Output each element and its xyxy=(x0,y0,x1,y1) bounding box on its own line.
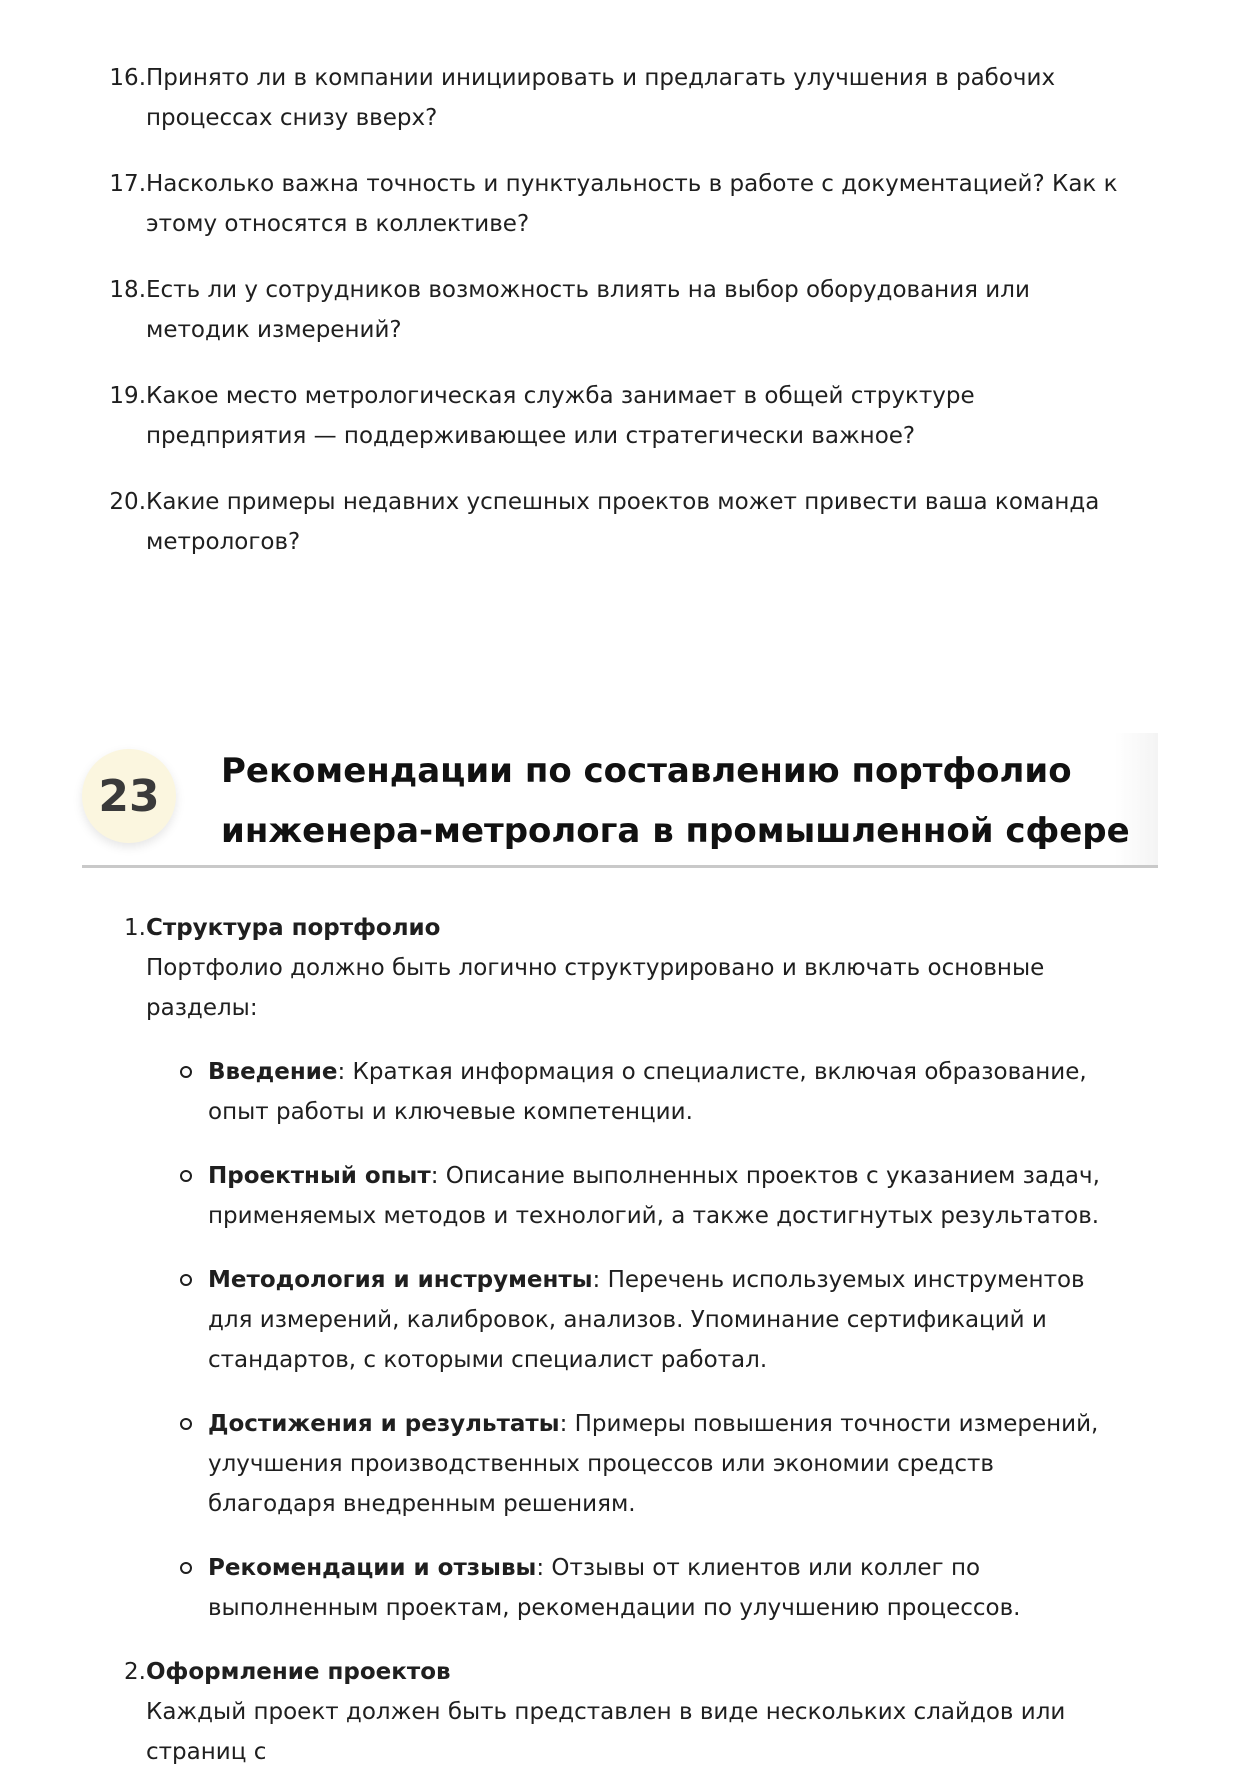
circle-bullet-icon xyxy=(180,1418,192,1430)
list-item xyxy=(0,58,1239,138)
sub-list-item-description: : Перечень используемых инструментов для измерений, калибровок, анализов. Упоминание сертификаций и стандартов, с которыми специалист работал. xyxy=(208,1267,1085,1373)
list-item-number: 1. xyxy=(124,915,146,941)
sub-list-item xyxy=(0,1260,1239,1380)
sub-list-item-text xyxy=(208,1548,1128,1628)
list-item-number: 17. xyxy=(109,171,146,197)
section-title: Рекомендации по составлению портфолио инженера-метролога в промышленной сфере xyxy=(221,751,1130,851)
sub-list-item-term: Проектный опыт xyxy=(208,1163,431,1189)
sub-list-item xyxy=(0,1404,1239,1524)
list-item-text: Есть ли у сотрудников возможность влиять на выбор оборудования или методик измерений? xyxy=(146,277,1030,343)
sub-list-item-term: Методология и инструменты xyxy=(208,1267,593,1293)
list-item-title: Структура портфолио xyxy=(146,915,441,941)
sub-list-item-description: : Краткая информация о специалисте, включая образование, опыт работы и ключевые компетенции. xyxy=(208,1059,1087,1125)
list-item-text: Насколько важна точность и пунктуальность в работе с документацией? Как к этому относятся в коллективе? xyxy=(146,171,1118,237)
list-item-text: Какое место метрологическая служба занимает в общей структуре предприятия — поддерживающее или стратегически важное? xyxy=(146,383,975,449)
list-item-number: 16. xyxy=(109,65,146,91)
sub-list xyxy=(0,1052,1239,1628)
questions-list xyxy=(0,58,1239,588)
list-item xyxy=(0,376,1239,456)
circle-bullet-icon xyxy=(180,1562,192,1574)
list-item xyxy=(0,270,1239,350)
list-item xyxy=(0,482,1239,562)
circle-bullet-icon xyxy=(180,1170,192,1182)
circle-bullet-icon xyxy=(180,1274,192,1286)
sub-list-item-term: Введение xyxy=(208,1059,338,1085)
sub-list-item xyxy=(0,1548,1239,1628)
list-item-number: 19. xyxy=(109,383,146,409)
sub-list-item-text xyxy=(208,1260,1128,1380)
list-item-text: Принято ли в компании инициировать и предлагать улучшения в рабочих процессах снизу вверх? xyxy=(146,65,1056,131)
section-header xyxy=(82,733,1158,868)
list-item-title: Оформление проектов xyxy=(146,1659,451,1685)
sub-list-item-text xyxy=(208,1404,1128,1524)
list-item-number: 20. xyxy=(109,489,146,515)
sub-list-item xyxy=(0,1156,1239,1236)
list-item xyxy=(0,164,1239,244)
recommendations-list xyxy=(0,908,1239,1790)
list-item-text: Какие примеры недавних успешных проектов может привести ваша команда метрологов? xyxy=(146,489,1100,555)
list-item-intro: Каждый проект должен быть представлен в виде нескольких слайдов или страниц с xyxy=(146,1699,1066,1765)
sub-list-item xyxy=(0,1052,1239,1132)
circle-bullet-icon xyxy=(180,1066,192,1078)
sub-list-item-term: Достижения и результаты xyxy=(208,1411,560,1437)
list-item-number: 18. xyxy=(109,277,146,303)
sub-list-item-description: : Описание выполненных проектов с указанием задач, применяемых методов и технологий, а также достигнутых результатов. xyxy=(208,1163,1100,1229)
list-item xyxy=(0,1652,1239,1772)
sub-list-item-text xyxy=(208,1156,1128,1236)
section-number-badge: 23 xyxy=(82,749,176,843)
list-item xyxy=(0,908,1239,1628)
sub-list-item-description: : Отзывы от клиентов или коллег по выполненным проектам, рекомендации по улучшению процессов. xyxy=(208,1555,1021,1621)
sub-list-item-description: : Примеры повышения точности измерений, улучшения производственных процессов или экономии средств благодаря внедренным решениям. xyxy=(208,1411,1099,1517)
list-item-intro: Портфолио должно быть логично структурировано и включать основные разделы: xyxy=(146,955,1045,1021)
sub-list-item-term: Рекомендации и отзывы xyxy=(208,1555,537,1581)
list-item-number: 2. xyxy=(124,1659,146,1685)
sub-list-item-text xyxy=(208,1052,1128,1132)
